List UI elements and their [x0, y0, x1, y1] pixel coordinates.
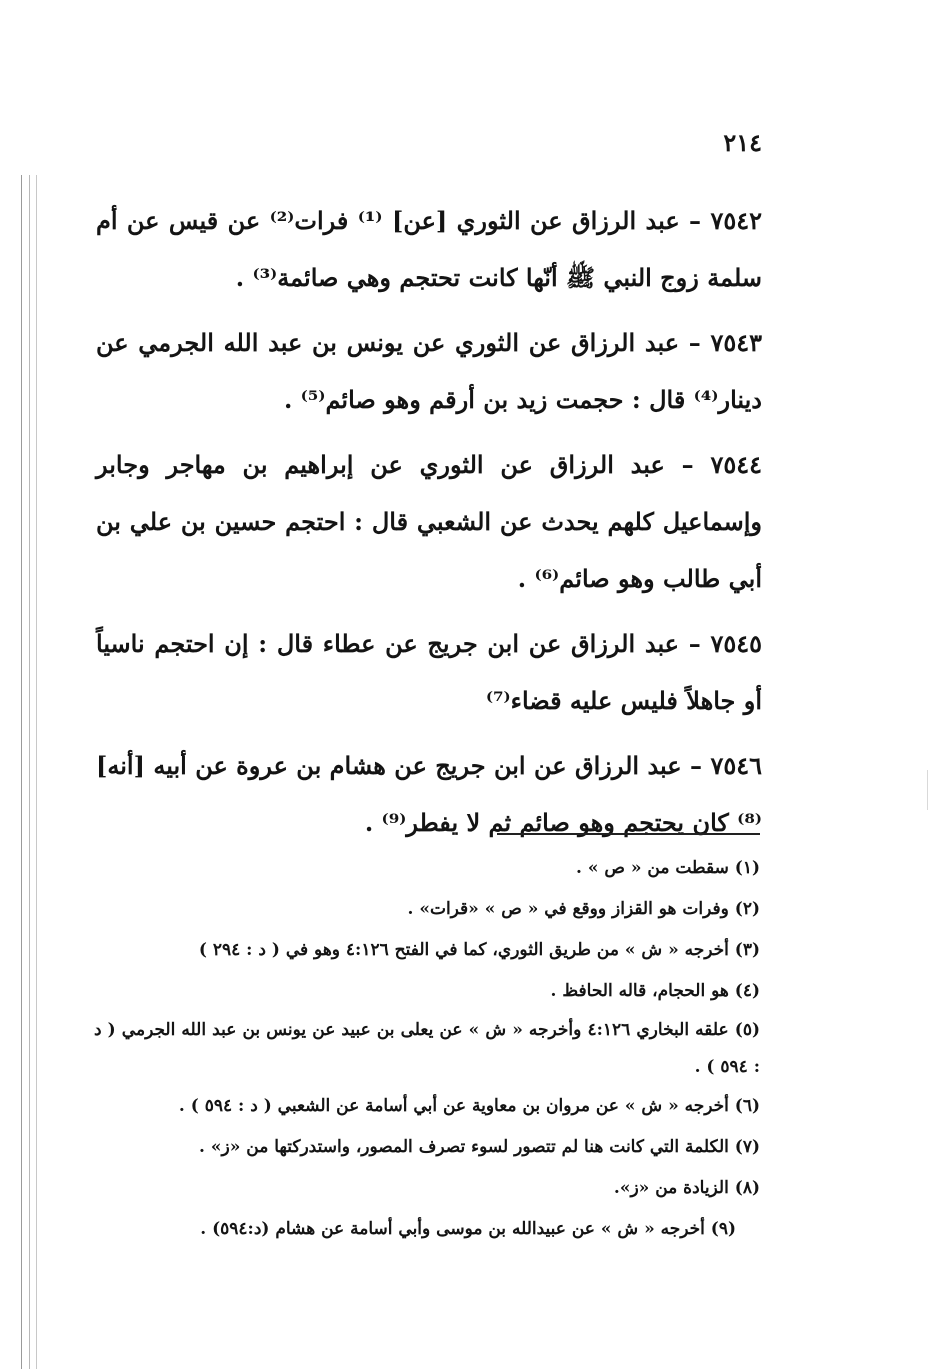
hadith-entry: ٧٥٤٣ – عبد الرزاق عن الثوري عن يونس بن عبد الله الجرمي عن دينار⁽⁴⁾ قال : حجمت زيد بن أرقم وهو صائم⁽⁵⁾ .	[96, 328, 762, 414]
left-margin-rule	[29, 175, 30, 1369]
footnote: (٥) علقه البخاري ٤:١٢٦ وأخرجه « ش » عن يعلى بن عبيد عن يونس بن عبد الله الجرمي ( د : ٥٩٤ ) .	[94, 1020, 760, 1077]
footnote: (٨) الزيادة من «ز».	[613, 1178, 760, 1198]
footnote: (٣) أخرجه « ش » من طريق الثوري، كما في الفتح ٤:١٢٦ وهو في ( د : ٢٩٤ )	[198, 940, 760, 960]
footnote: (٦) أخرجه « ش » عن مروان بن معاوية عن أبي أسامة عن الشعبي ( د : ٥٩٤ ) .	[178, 1096, 760, 1116]
scan-mark	[927, 770, 928, 810]
footnote: (١) سقطت من « ص » .	[576, 858, 760, 878]
left-margin-rule	[36, 175, 37, 1369]
hadith-entry: ٧٥٤٥ – عبد الرزاق عن ابن جريج عن عطاء قال : إن احتجم ناسياً أو جاهلاً فليس عليه قضاء⁽⁷⁾	[96, 629, 762, 715]
footnote-divider	[497, 833, 760, 835]
footnote: (٢) وفرات هو القزاز ووقع في « ص » «قرات» .	[407, 899, 760, 919]
hadith-entry: ٧٥٤٢ – عبد الرزاق عن الثوري [عن] ⁽¹⁾ فرات⁽²⁾ عن قيس عن أم سلمة زوج النبي ﷺ أنّها كانت تحتجم وهي صائمة⁽³⁾ .	[96, 206, 762, 292]
footnote: (٩) أخرجه « ش » عن عبيدالله بن موسى وأبي أسامة عن هشام (د:٥٩٤) .	[200, 1219, 736, 1239]
hadith-entry: ٧٥٤٦ – عبد الرزاق عن ابن جريج عن هشام بن عروة عن أبيه [أنه]⁽⁸⁾ كان يحتجم وهو صائم ثم لا يفطر⁽⁹⁾ .	[96, 751, 762, 837]
footnote: (٤) هو الحجام، قاله الحافظ .	[550, 981, 760, 1001]
footnote: (٧) الكلمة التي كانت هنا لم تتصور لسوء تصرف المصور، واستدركتها من «ز» .	[199, 1137, 760, 1157]
page-number: ٢١٤	[723, 128, 762, 157]
left-margin-rule	[21, 175, 22, 1369]
footnotes	[94, 848, 760, 1250]
main-text	[96, 192, 762, 859]
hadith-entry: ٧٥٤٤ – عبد الرزاق عن الثوري عن إبراهيم بن مهاجر وجابر وإسماعيل كلهم يحدث عن الشعبي قال : احتجم حسين بن علي بن أبي طالب وهو صائم⁽⁶⁾ .	[96, 450, 762, 593]
